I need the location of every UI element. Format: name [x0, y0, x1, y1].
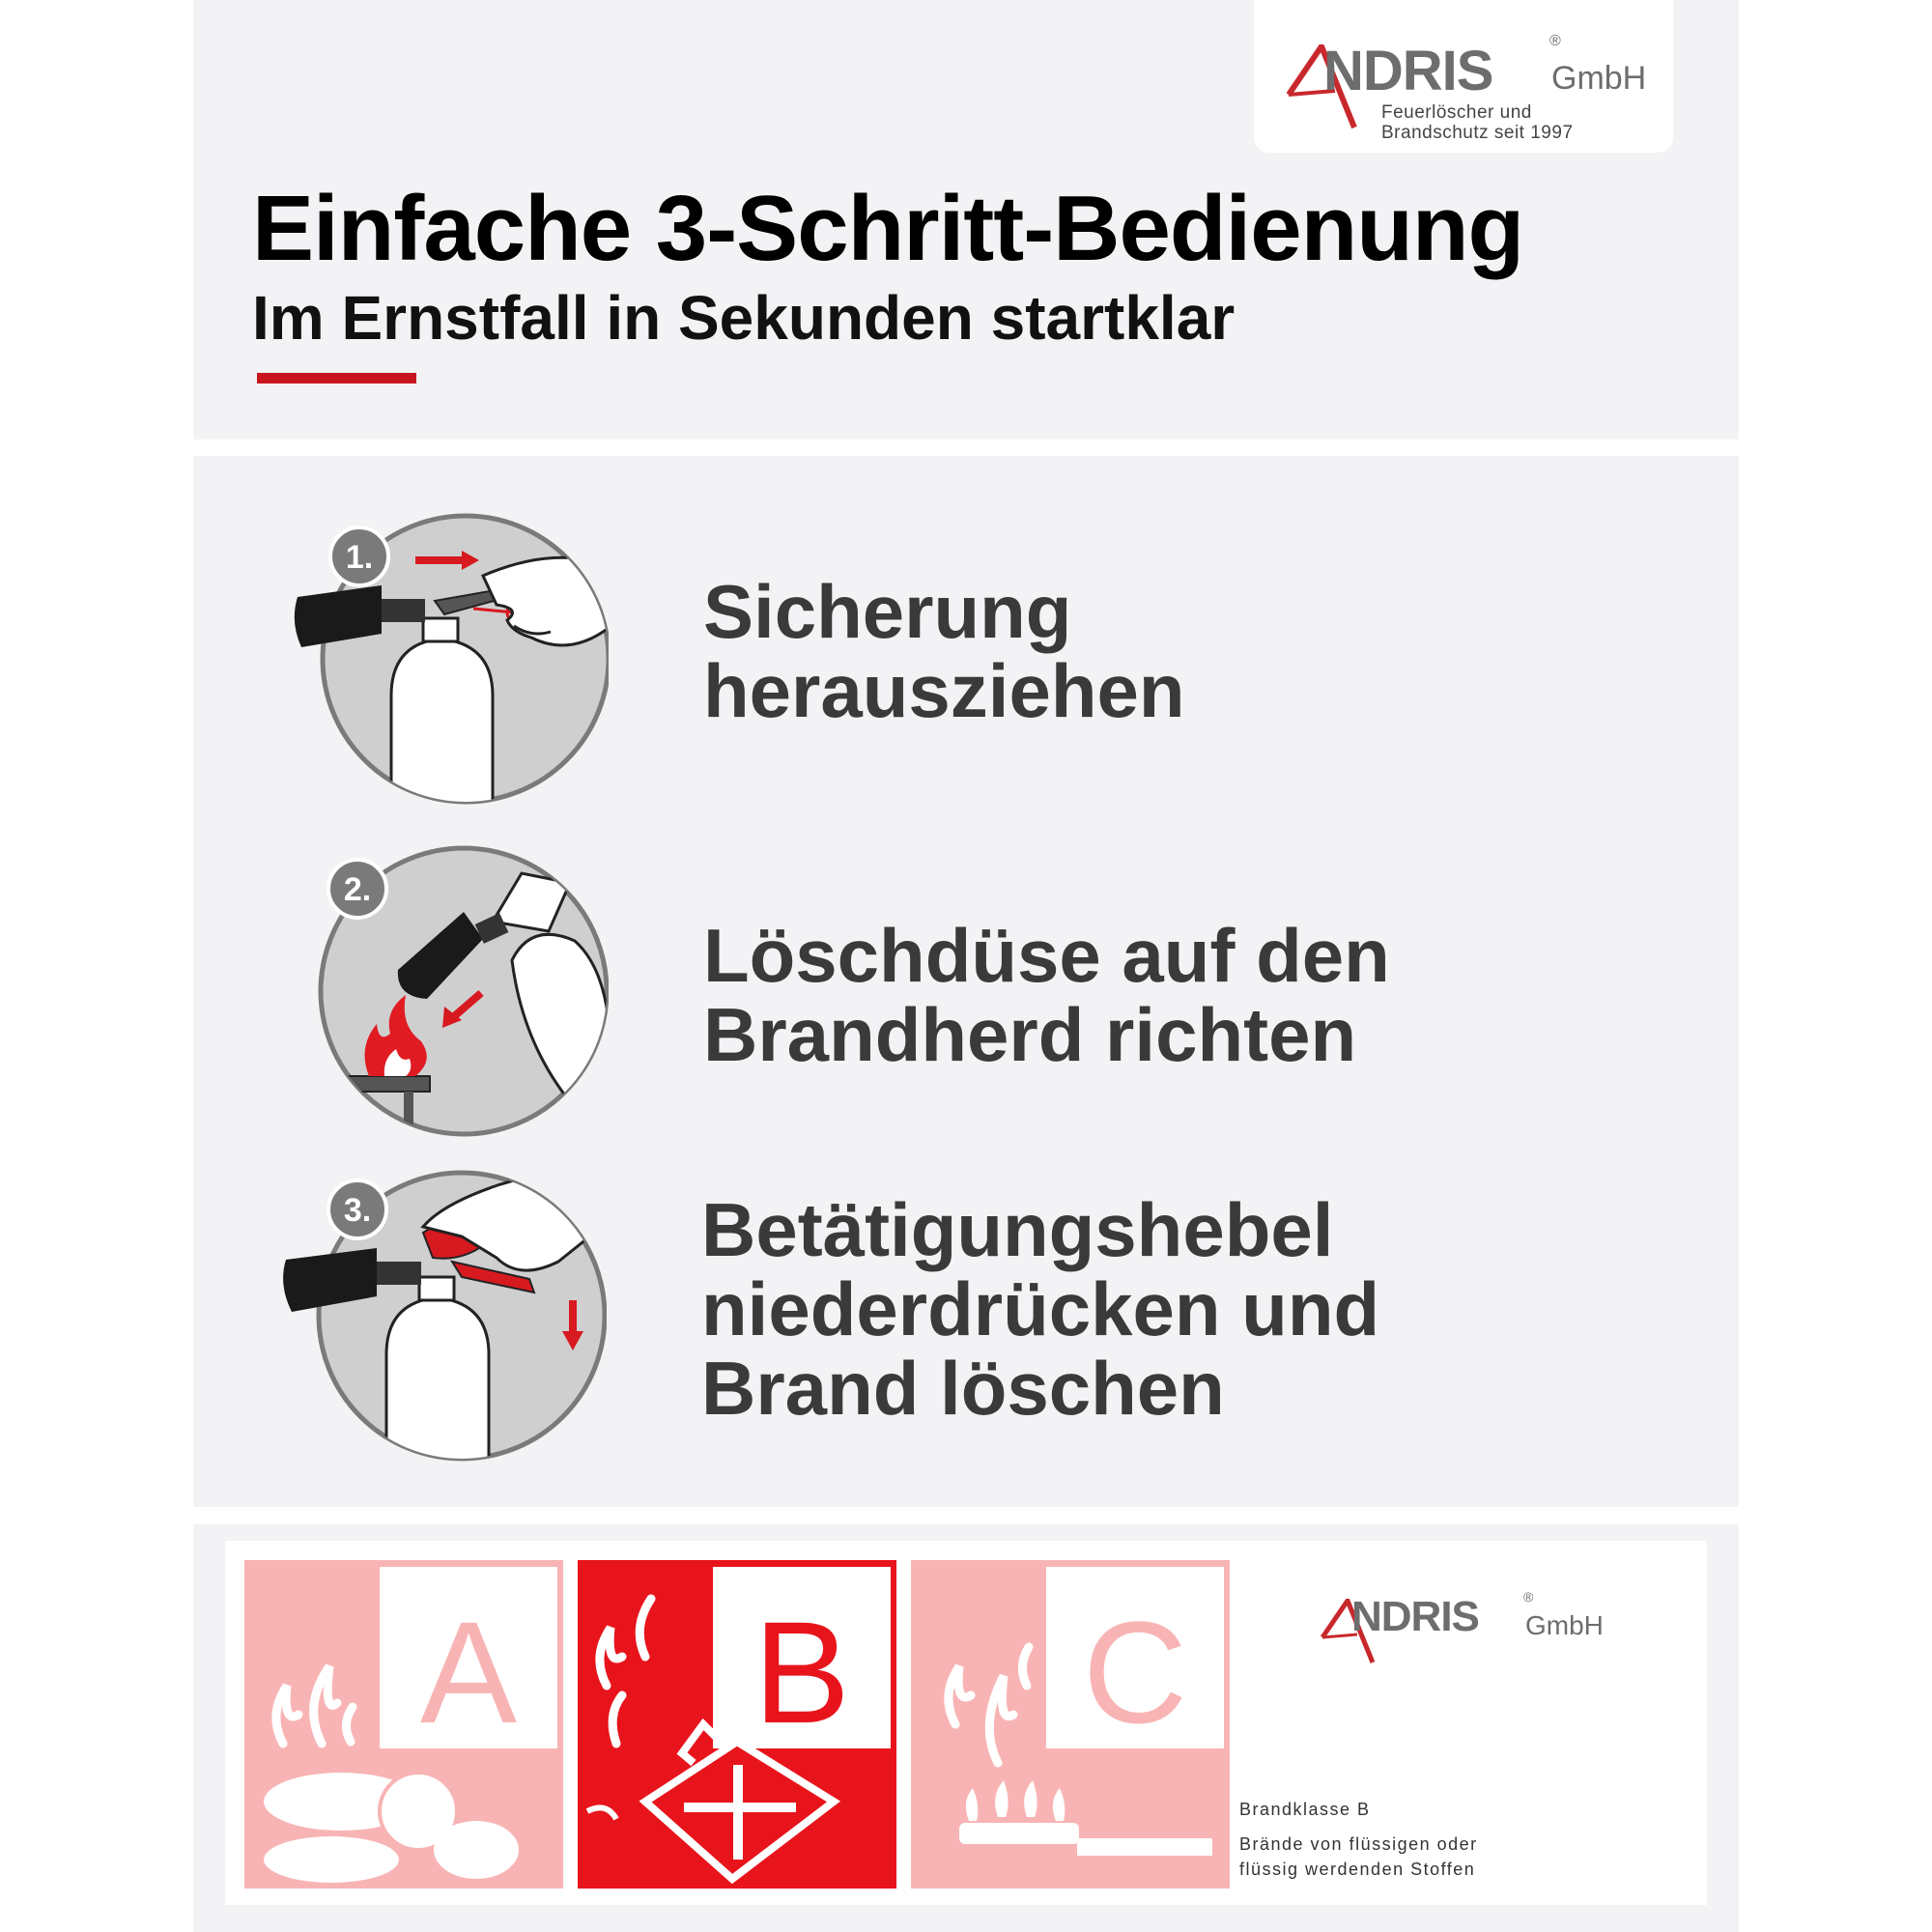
extinguisher-aim-nozzle-icon: [290, 844, 609, 1144]
logo-registered-mark: ®: [1549, 33, 1561, 49]
page-title: Einfache 3-Schritt-Bedienung: [252, 177, 1524, 280]
logo-suffix: GmbH: [1551, 60, 1647, 97]
fire-classes-panel: [193, 1524, 1739, 1932]
logo-suffix: GmbH: [1525, 1610, 1604, 1640]
fire-class-b-letter: B: [753, 1591, 851, 1753]
fire-class-a-letter: A: [419, 1591, 518, 1753]
fire-class-description: Brandklasse B Brände von flüssigen oder flüssig werdenden Stoffen: [1239, 1797, 1478, 1882]
fire-class-a-tile: [244, 1560, 563, 1889]
fire-classes-banner: [225, 1541, 1707, 1905]
step-3-text: Betätigungshebel niederdrücken und Brand löschen: [701, 1187, 1380, 1431]
logo-registered-mark: ®: [1523, 1589, 1534, 1605]
step-1-text: Sicherung herausziehen: [703, 569, 1185, 733]
header-panel: [193, 0, 1739, 440]
brand-logo: [1254, 0, 1673, 153]
steps-panel: [193, 456, 1739, 1507]
page-subtitle: Im Ernstfall in Sekunden startklar: [252, 283, 1236, 353]
wood-fire-icon: [244, 1560, 563, 1889]
fire-class-b-tile: [578, 1560, 896, 1889]
logo-tagline: Feuerlöscher und Brandschutz seit 1997: [1381, 102, 1574, 143]
gas-fire-icon: [911, 1560, 1230, 1889]
brand-logo-secondary: [1317, 1589, 1626, 1676]
logo-wordmark: NDRIS: [1323, 40, 1493, 102]
step-2-number: 2.: [343, 871, 372, 908]
step-3-number: 3.: [343, 1192, 372, 1229]
step-1-illustration: [290, 512, 609, 816]
liquid-fire-icon: [578, 1560, 896, 1889]
fire-class-description-title: Brandklasse B: [1239, 1800, 1371, 1819]
fire-class-c-letter: C: [1082, 1591, 1188, 1753]
logo-wordmark: NDRIS: [1351, 1593, 1479, 1640]
extinguisher-pull-pin-icon: [290, 512, 609, 811]
step-2-text: Löschdüse auf den Brandherd richten: [703, 913, 1390, 1077]
step-3-illustration: [278, 1165, 607, 1469]
extinguisher-press-lever-icon: [278, 1165, 607, 1464]
step-2-illustration: [290, 844, 609, 1149]
fire-class-c-tile: [911, 1560, 1230, 1889]
accent-divider: [257, 373, 416, 384]
step-1-number: 1.: [345, 539, 374, 576]
